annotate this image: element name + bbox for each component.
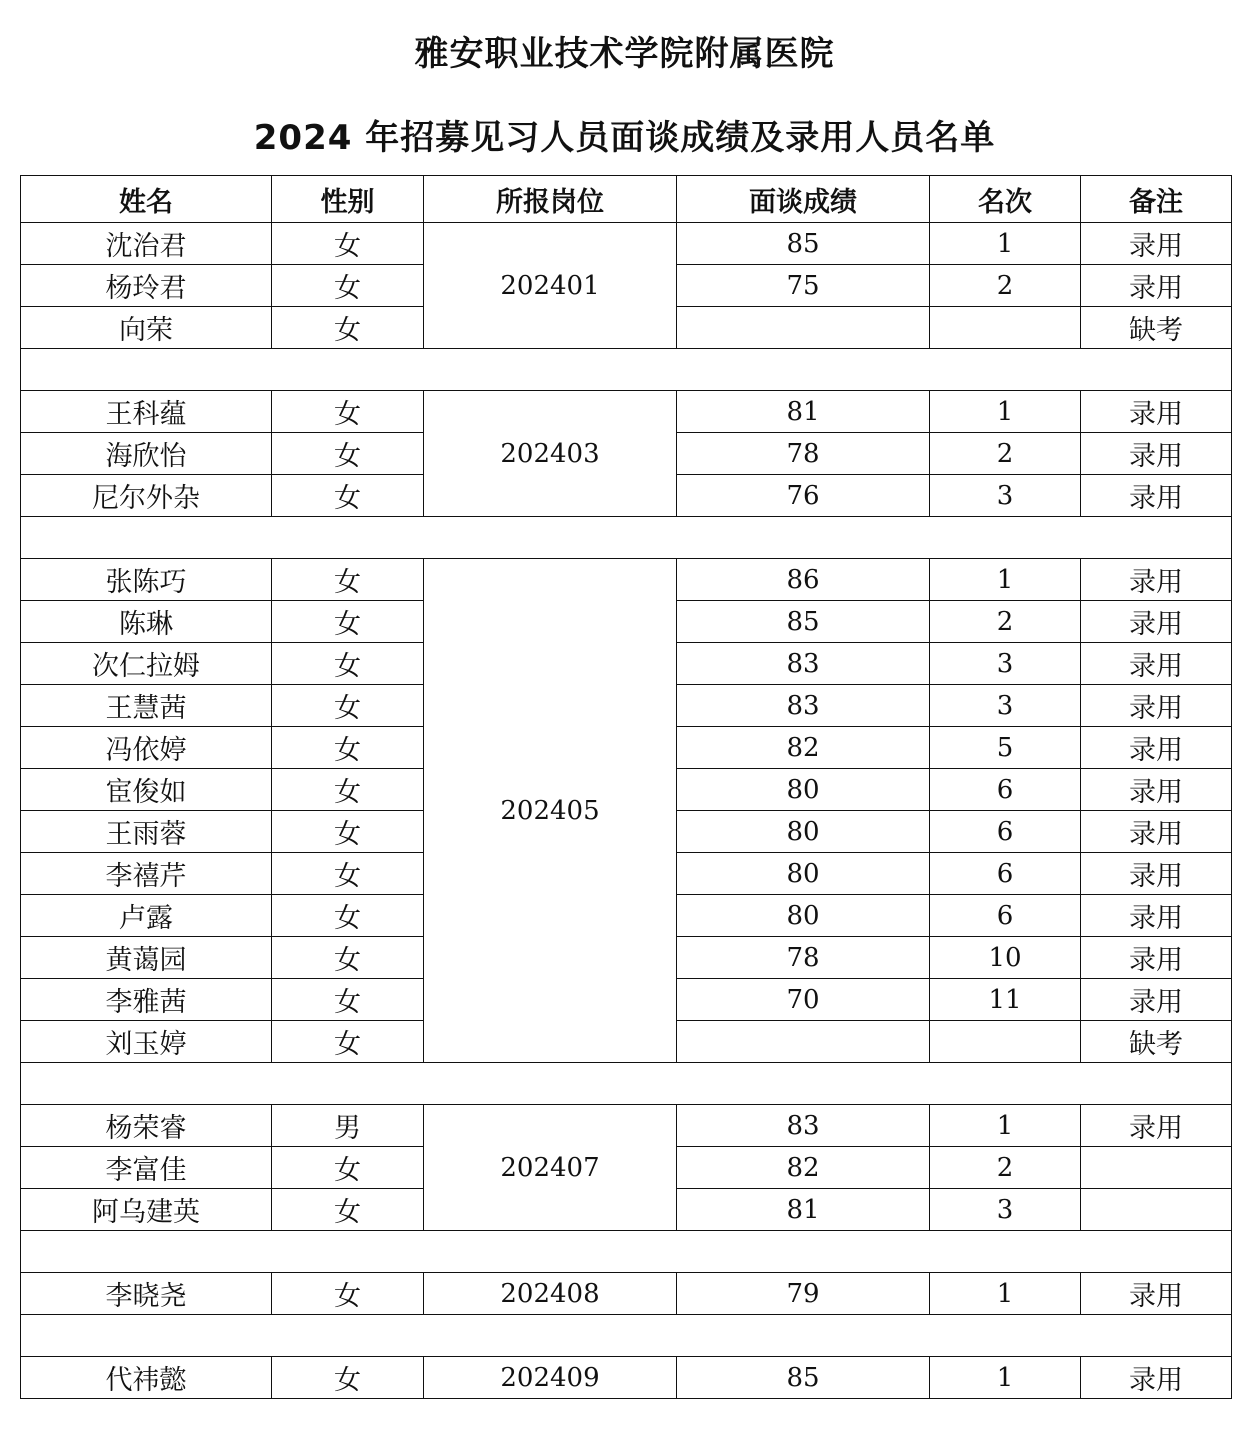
cell-name: 冯依婷 <box>21 727 272 769</box>
cell-name: 陈琳 <box>21 601 272 643</box>
cell-score: 82 <box>677 1147 930 1189</box>
cell-rank: 6 <box>930 769 1081 811</box>
cell-note: 录用 <box>1081 643 1232 685</box>
cell-post: 202408 <box>424 1273 677 1315</box>
cell-name: 张陈巧 <box>21 559 272 601</box>
group-separator-row <box>21 517 1232 559</box>
cell-gender: 女 <box>272 601 424 643</box>
cell-gender: 女 <box>272 1021 424 1063</box>
cell-note: 缺考 <box>1081 307 1232 349</box>
cell-gender: 女 <box>272 769 424 811</box>
document-title: 雅安职业技术学院附属医院 <box>414 34 835 74</box>
cell-rank: 1 <box>930 223 1081 265</box>
cell-gender: 女 <box>272 811 424 853</box>
cell-gender: 女 <box>272 475 424 517</box>
cell-score: 83 <box>677 643 930 685</box>
results-table <box>20 175 1232 1399</box>
header-post: 所报岗位 <box>424 176 677 223</box>
cell-gender: 女 <box>272 1273 424 1315</box>
cell-note: 录用 <box>1081 391 1232 433</box>
cell-gender: 女 <box>272 643 424 685</box>
cell-gender: 女 <box>272 1357 424 1399</box>
cell-score: 82 <box>677 727 930 769</box>
cell-gender: 女 <box>272 727 424 769</box>
cell-score: 78 <box>677 937 930 979</box>
cell-rank: 1 <box>930 559 1081 601</box>
cell-name: 刘玉婷 <box>21 1021 272 1063</box>
cell-gender: 男 <box>272 1105 424 1147</box>
header-note: 备注 <box>1081 176 1232 223</box>
cell-name: 卢露 <box>21 895 272 937</box>
cell-rank: 5 <box>930 727 1081 769</box>
cell-rank: 1 <box>930 1273 1081 1315</box>
cell-score: 78 <box>677 433 930 475</box>
separator-cell <box>21 349 1232 391</box>
cell-note: 录用 <box>1081 601 1232 643</box>
table-header-row <box>21 176 1232 223</box>
cell-post: 202405 <box>424 559 677 1063</box>
cell-score: 70 <box>677 979 930 1021</box>
cell-score: 83 <box>677 1105 930 1147</box>
cell-note: 缺考 <box>1081 1021 1232 1063</box>
cell-gender: 女 <box>272 307 424 349</box>
cell-gender: 女 <box>272 685 424 727</box>
table-row <box>21 1357 1232 1399</box>
cell-note: 录用 <box>1081 223 1232 265</box>
cell-score: 85 <box>677 601 930 643</box>
header-gender: 性别 <box>272 176 424 223</box>
cell-name: 李富佳 <box>21 1147 272 1189</box>
cell-name: 尼尔外杂 <box>21 475 272 517</box>
cell-rank: 1 <box>930 391 1081 433</box>
table-row <box>21 1273 1232 1315</box>
cell-gender: 女 <box>272 559 424 601</box>
cell-name: 王雨蓉 <box>21 811 272 853</box>
cell-score: 80 <box>677 853 930 895</box>
cell-name: 杨玲君 <box>21 265 272 307</box>
cell-rank: 6 <box>930 853 1081 895</box>
cell-score: 81 <box>677 391 930 433</box>
cell-gender: 女 <box>272 223 424 265</box>
cell-name: 次仁拉姆 <box>21 643 272 685</box>
cell-rank: 1 <box>930 1357 1081 1399</box>
cell-note: 录用 <box>1081 895 1232 937</box>
cell-note: 录用 <box>1081 685 1232 727</box>
cell-note: 录用 <box>1081 853 1232 895</box>
cell-note: 录用 <box>1081 937 1232 979</box>
cell-rank: 3 <box>930 685 1081 727</box>
cell-name: 沈治君 <box>21 223 272 265</box>
cell-name: 向荣 <box>21 307 272 349</box>
cell-score: 80 <box>677 769 930 811</box>
cell-note: 录用 <box>1081 265 1232 307</box>
cell-rank: 2 <box>930 433 1081 475</box>
cell-name: 代祎懿 <box>21 1357 272 1399</box>
cell-name: 宦俊如 <box>21 769 272 811</box>
separator-cell <box>21 1231 1232 1273</box>
cell-rank: 3 <box>930 1189 1081 1231</box>
cell-score: 86 <box>677 559 930 601</box>
cell-note: 录用 <box>1081 1273 1232 1315</box>
cell-note: 录用 <box>1081 769 1232 811</box>
cell-name: 李禧芹 <box>21 853 272 895</box>
cell-name: 杨荣睿 <box>21 1105 272 1147</box>
cell-rank: 10 <box>930 937 1081 979</box>
cell-note: 录用 <box>1081 811 1232 853</box>
cell-rank: 3 <box>930 643 1081 685</box>
cell-rank: 6 <box>930 811 1081 853</box>
cell-rank: 1 <box>930 1105 1081 1147</box>
cell-name: 王慧茜 <box>21 685 272 727</box>
cell-rank: 3 <box>930 475 1081 517</box>
table-row <box>21 391 1232 433</box>
cell-score <box>677 1021 930 1063</box>
cell-rank <box>930 1021 1081 1063</box>
cell-score: 80 <box>677 895 930 937</box>
cell-note: 录用 <box>1081 979 1232 1021</box>
cell-score: 75 <box>677 265 930 307</box>
table-row <box>21 1105 1232 1147</box>
cell-rank: 2 <box>930 601 1081 643</box>
cell-note: 录用 <box>1081 433 1232 475</box>
cell-name: 黄蔼园 <box>21 937 272 979</box>
table-body <box>21 223 1232 1399</box>
cell-post: 202409 <box>424 1357 677 1399</box>
cell-name: 阿乌建英 <box>21 1189 272 1231</box>
cell-note: 录用 <box>1081 475 1232 517</box>
cell-score: 79 <box>677 1273 930 1315</box>
cell-gender: 女 <box>272 391 424 433</box>
cell-gender: 女 <box>272 1189 424 1231</box>
separator-cell <box>21 1315 1232 1357</box>
cell-note: 录用 <box>1081 559 1232 601</box>
cell-name: 李雅茜 <box>21 979 272 1021</box>
separator-cell <box>21 517 1232 559</box>
table-row <box>21 223 1232 265</box>
cell-note: 录用 <box>1081 727 1232 769</box>
cell-rank: 6 <box>930 895 1081 937</box>
group-separator-row <box>21 1063 1232 1105</box>
cell-post: 202407 <box>424 1105 677 1231</box>
cell-score: 85 <box>677 1357 930 1399</box>
cell-note: 录用 <box>1081 1357 1232 1399</box>
cell-gender: 女 <box>272 1147 424 1189</box>
separator-cell <box>21 1063 1232 1105</box>
cell-name: 海欣怡 <box>21 433 272 475</box>
cell-note: 录用 <box>1081 1105 1232 1147</box>
cell-name: 王科蕴 <box>21 391 272 433</box>
header-name: 姓名 <box>21 176 272 223</box>
cell-note <box>1081 1189 1232 1231</box>
cell-gender: 女 <box>272 979 424 1021</box>
group-separator-row <box>21 1315 1232 1357</box>
cell-rank: 2 <box>930 265 1081 307</box>
cell-gender: 女 <box>272 937 424 979</box>
header-rank: 名次 <box>930 176 1081 223</box>
cell-post: 202403 <box>424 391 677 517</box>
cell-score: 80 <box>677 811 930 853</box>
document-subtitle: 2024 年招募见习人员面谈成绩及录用人员名单 <box>253 118 996 158</box>
cell-post: 202401 <box>424 223 677 349</box>
cell-rank <box>930 307 1081 349</box>
cell-gender: 女 <box>272 895 424 937</box>
header-score: 面谈成绩 <box>677 176 930 223</box>
cell-gender: 女 <box>272 853 424 895</box>
cell-rank: 2 <box>930 1147 1081 1189</box>
cell-gender: 女 <box>272 265 424 307</box>
cell-gender: 女 <box>272 433 424 475</box>
cell-score: 81 <box>677 1189 930 1231</box>
cell-score: 83 <box>677 685 930 727</box>
table-row <box>21 559 1232 601</box>
group-separator-row <box>21 349 1232 391</box>
cell-rank: 11 <box>930 979 1081 1021</box>
cell-note <box>1081 1147 1232 1189</box>
cell-score: 76 <box>677 475 930 517</box>
cell-name: 李晓尧 <box>21 1273 272 1315</box>
group-separator-row <box>21 1231 1232 1273</box>
cell-score: 85 <box>677 223 930 265</box>
cell-score <box>677 307 930 349</box>
